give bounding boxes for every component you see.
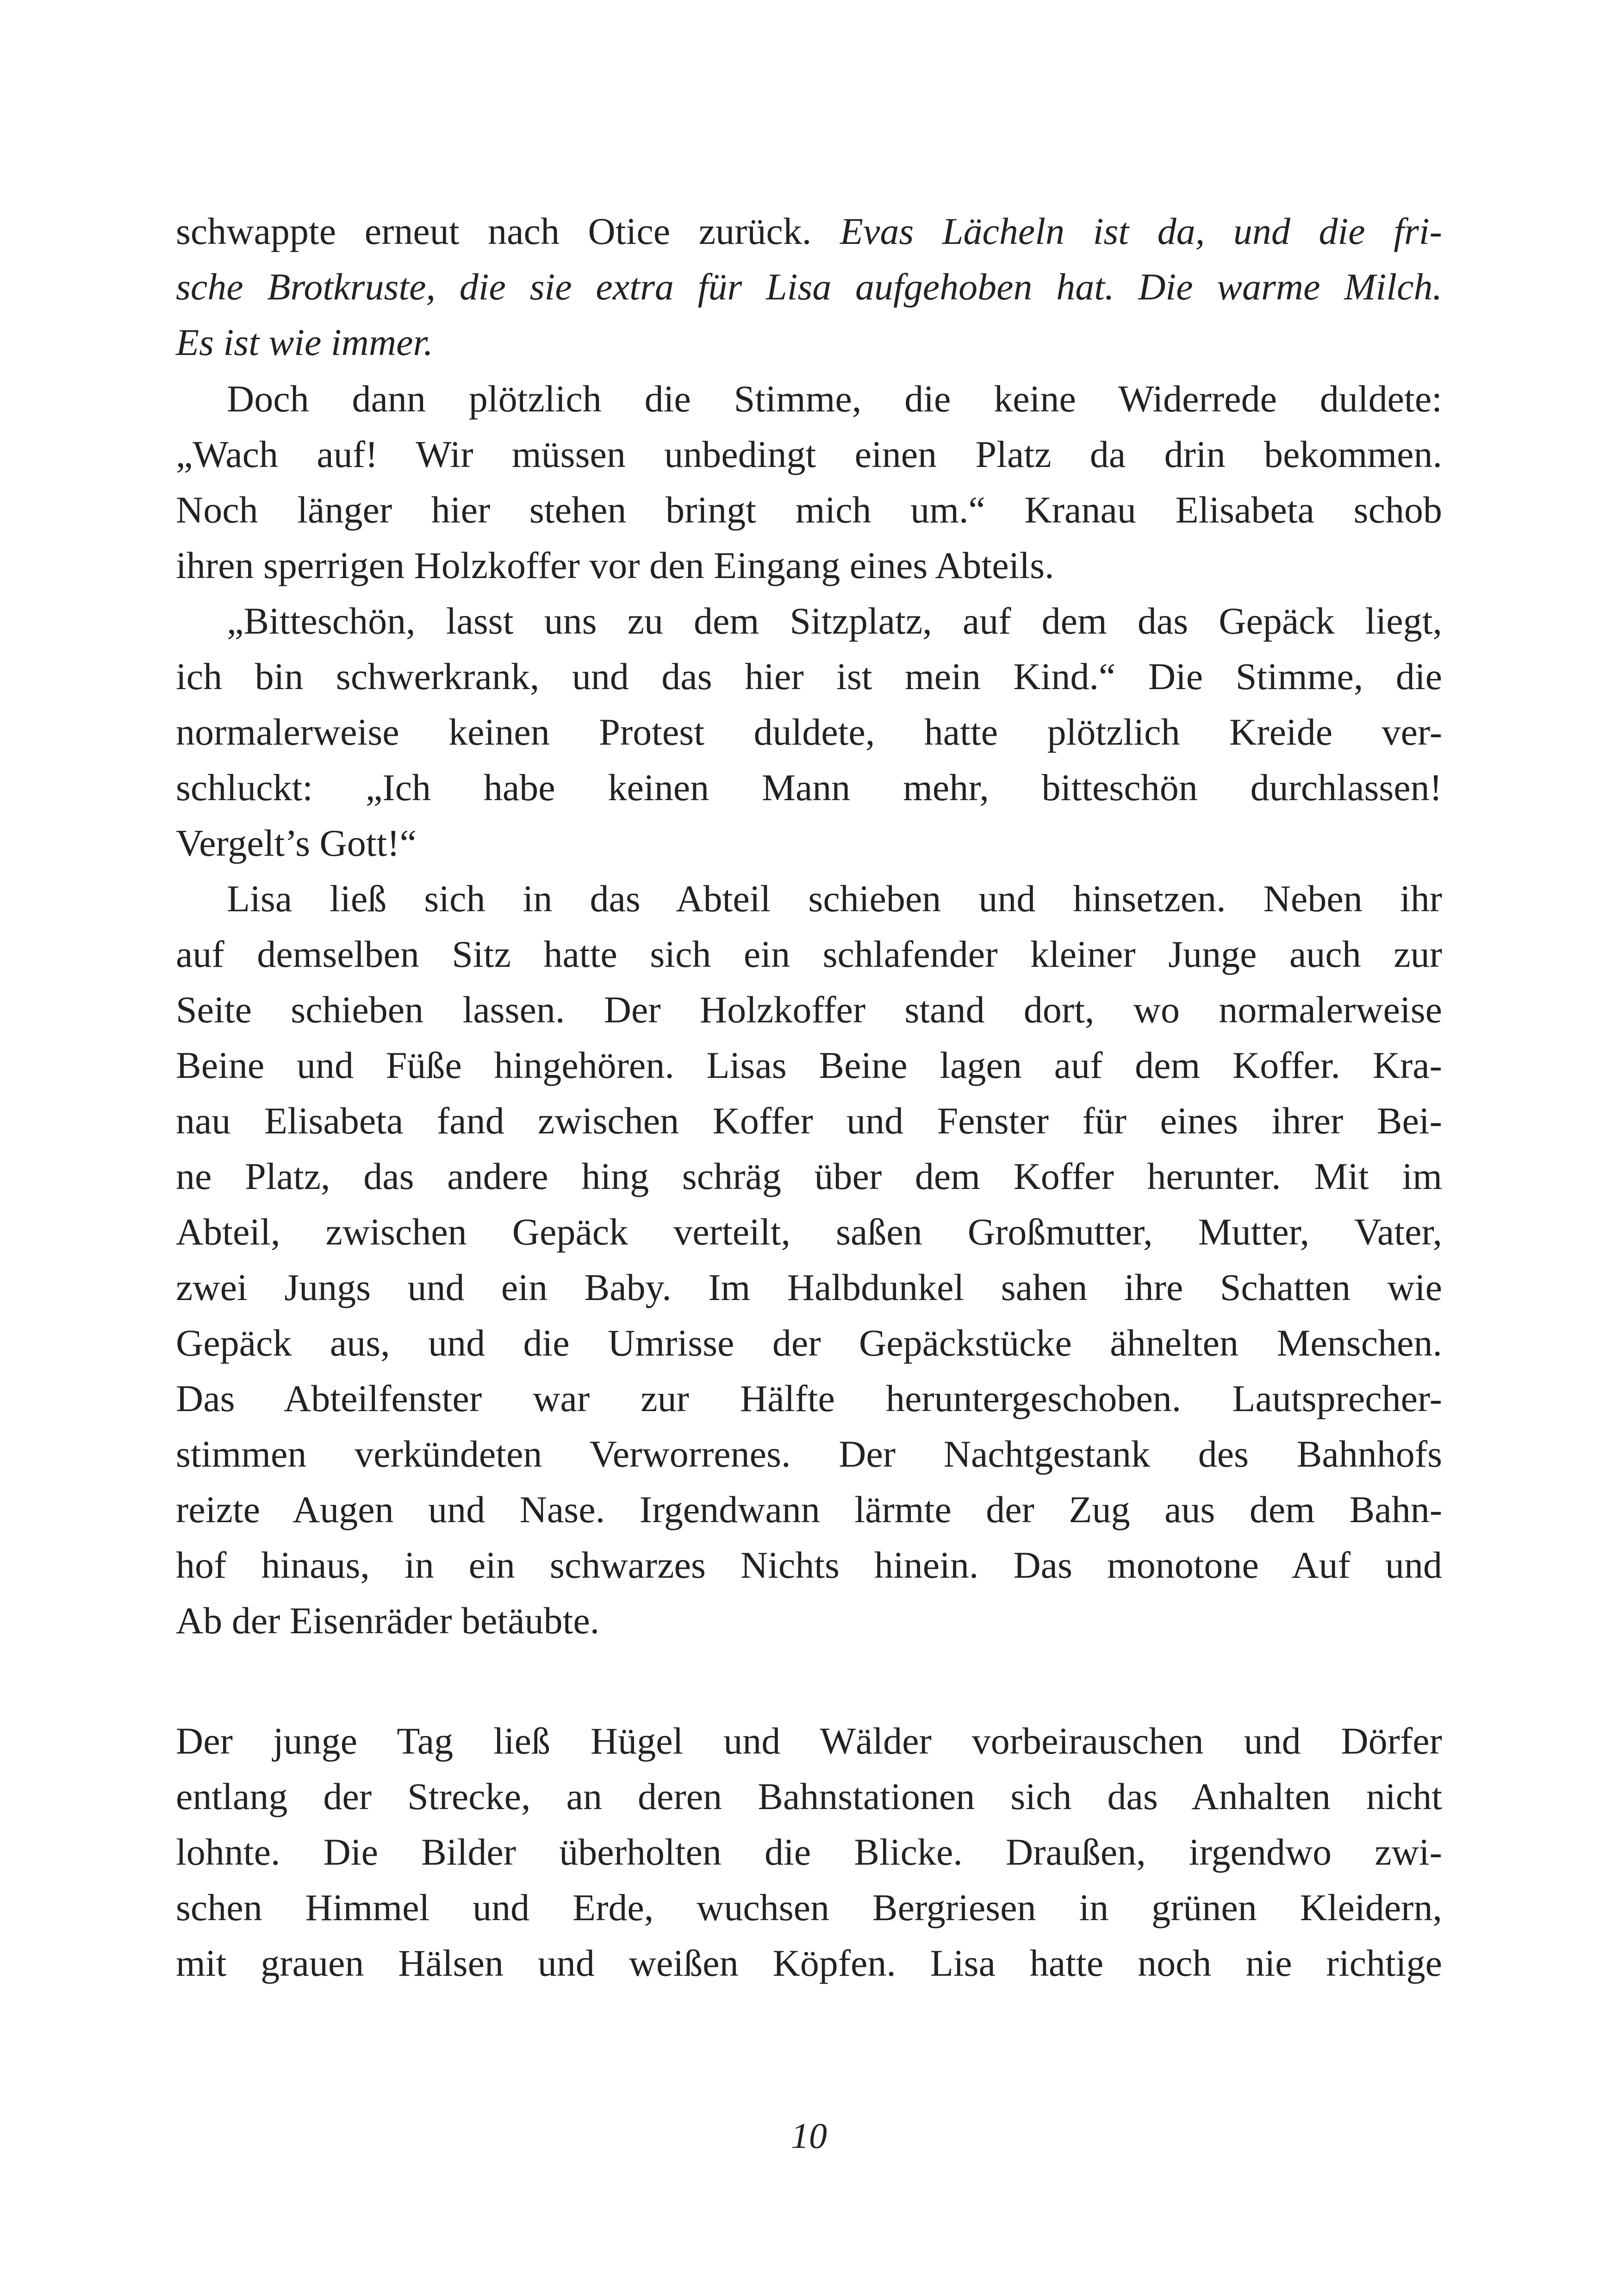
text-span: Gepäck aus, und die Umrisse der Gepäckstücke ähnelten Menschen. — [176, 1322, 1442, 1364]
text-span: Seite schieben lassen. Der Holzkoffer stand dort, wo normalerweise — [176, 989, 1442, 1031]
text-line — [176, 1149, 1442, 1204]
text-span: auf demselben Sitz hatte sich ein schlafender kleiner Junge auch zur — [176, 933, 1442, 975]
text-line — [176, 1260, 1442, 1315]
italic-text: Evas Lächeln ist da, und die fri- — [840, 210, 1442, 252]
text-line — [176, 1935, 1442, 1991]
text-span: „Wach auf! Wir müssen unbedingt einen Platz da drin bekommen. — [176, 433, 1442, 475]
italic-text: Es ist wie immer. — [176, 321, 433, 363]
text-span: Beine und Füße hingehören. Lisas Beine lagen auf dem Koffer. Kra- — [176, 1044, 1442, 1086]
text-line — [176, 815, 1442, 871]
text-span: mit grauen Hälsen und weißen Köpfen. Lisa hatte noch nie richtige — [176, 1942, 1442, 1984]
text-line — [176, 1880, 1442, 1935]
text-span: entlang der Strecke, an deren Bahnstationen sich das Anhalten nicht — [176, 1775, 1442, 1817]
text-line — [176, 315, 1442, 370]
text-span: lohnte. Die Bilder überholten die Blicke. Draußen, irgendwo zwi- — [176, 1831, 1442, 1873]
text-line — [176, 482, 1442, 538]
text-line — [176, 1426, 1442, 1482]
text-line — [176, 204, 1442, 259]
text-line — [227, 871, 1442, 927]
italic-text: sche Brotkruste, die sie extra für Lisa aufgehoben hat. Die warme Milch. — [176, 266, 1442, 308]
text-span: Ab der Eisenräder betäubte. — [176, 1599, 600, 1642]
text-span: schwappte erneut nach Otice zurück. — [176, 210, 840, 252]
text-line — [176, 1713, 1442, 1769]
text-line — [176, 704, 1442, 760]
text-span: Lisa ließ sich in das Abteil schieben und hinsetzen. Neben ihr — [227, 877, 1442, 920]
page-number: 10 — [791, 2116, 827, 2156]
text-line — [176, 1593, 1442, 1649]
text-line — [176, 1824, 1442, 1880]
text-line — [176, 259, 1442, 315]
text-span: nau Elisabeta fand zwischen Koffer und Fenster für eines ihrer Bei- — [176, 1100, 1442, 1142]
text-span: Vergelt’s Gott!“ — [176, 822, 417, 864]
text-line — [176, 1204, 1442, 1260]
text-line — [176, 1038, 1442, 1093]
text-span: Noch länger hier stehen bringt mich um.“ Kranau Elisabeta schob — [176, 489, 1442, 531]
text-span: normalerweise keinen Protest duldete, hatte plötzlich Kreide ver- — [176, 711, 1442, 753]
text-line — [176, 1482, 1442, 1537]
text-span: Das Abteilfenster war zur Hälfte heruntergeschoben. Lautsprecher- — [176, 1377, 1442, 1419]
text-span: reizte Augen und Nase. Irgendwann lärmte der Zug aus dem Bahn- — [176, 1488, 1442, 1531]
text-span: ich bin schwerkrank, und das hier ist mein Kind.“ Die Stimme, die — [176, 655, 1442, 697]
text-span: zwei Jungs und ein Baby. Im Halbdunkel sahen ihre Schatten wie — [176, 1266, 1442, 1308]
text-line — [227, 371, 1442, 427]
text-line — [176, 1769, 1442, 1824]
text-span: Der junge Tag ließ Hügel und Wälder vorbeirauschen und Dörfer — [176, 1720, 1442, 1762]
text-span: Doch dann plötzlich die Stimme, die keine Widerrede duldete: — [227, 378, 1442, 420]
text-line — [176, 1315, 1442, 1371]
text-span: ihren sperrigen Holzkoffer vor den Eingang eines Abteils. — [176, 544, 1054, 586]
text-line — [176, 649, 1442, 704]
text-line — [176, 1093, 1442, 1149]
text-line — [227, 593, 1442, 649]
text-line — [176, 1371, 1442, 1426]
text-line — [176, 538, 1442, 593]
text-line — [176, 982, 1442, 1038]
text-span: schluckt: „Ich habe keinen Mann mehr, bitteschön durchlassen! — [176, 766, 1442, 809]
text-line — [176, 427, 1442, 482]
text-span: hof hinaus, in ein schwarzes Nichts hinein. Das monotone Auf und — [176, 1544, 1442, 1586]
text-span: schen Himmel und Erde, wuchsen Bergriesen in grünen Kleidern, — [176, 1886, 1442, 1929]
text-span: Abteil, zwischen Gepäck verteilt, saßen Großmutter, Mutter, Vater, — [176, 1211, 1442, 1253]
text-span: stimmen verkündeten Verworrenes. Der Nachtgestank des Bahnhofs — [176, 1433, 1442, 1475]
text-line — [176, 760, 1442, 815]
text-line — [176, 927, 1442, 982]
text-line — [176, 1537, 1442, 1593]
text-span: ne Platz, das andere hing schräg über dem Koffer herunter. Mit im — [176, 1155, 1442, 1197]
text-span: „Bitteschön, lasst uns zu dem Sitzplatz, auf dem das Gepäck liegt, — [227, 600, 1442, 642]
